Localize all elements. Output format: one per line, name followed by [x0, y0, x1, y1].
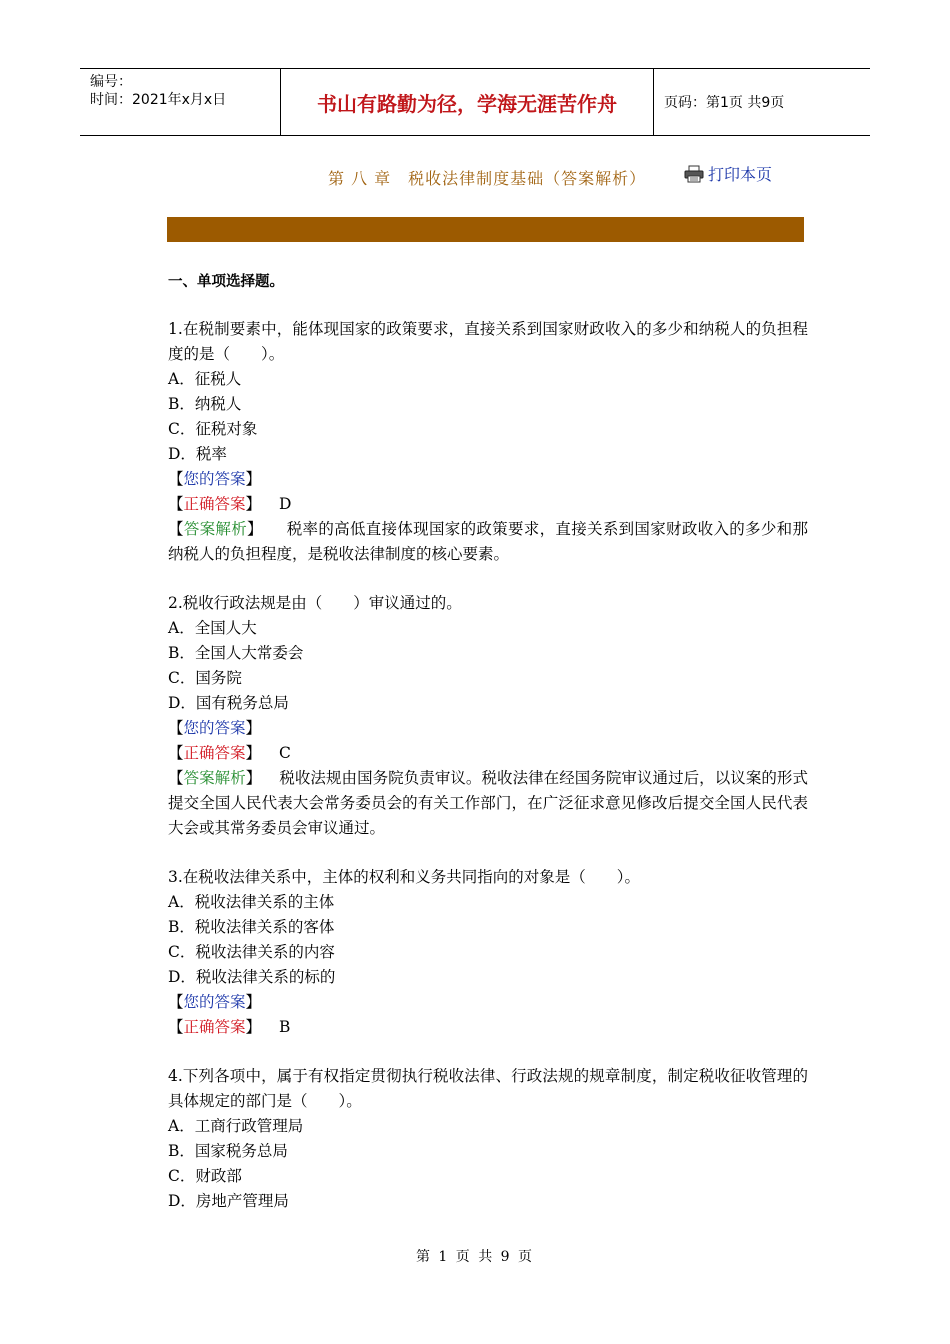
option-a: A．征税人 [168, 370, 242, 388]
option-b: B．纳税人 [168, 395, 242, 413]
explanation-label: 答案解析 [183, 520, 248, 538]
your-answer-label: 您的答案 [183, 993, 246, 1011]
option-b: B．税收法律关系的客体 [168, 918, 335, 936]
explanation-row: 【答案解析】 税收法规由国务院负责审议。税收法律在经国务院审议通过后，以议案的形式提交全国人民代表大会常务委员会的有关工作部门，在广泛征求意见修改后提交全国人民代表大会或其常务委员会审议通过。 [168, 769, 808, 837]
option-c: C．国务院 [168, 669, 242, 687]
correct-answer-value: D [279, 495, 292, 513]
option-b: B．全国人大常委会 [168, 644, 304, 662]
title-divider-bar [167, 217, 804, 242]
explanation-text: 税率的高低直接体现国家的政策要求，直接关系到国家财政收入的多少和那纳税人的负担程度，是税收法律制度的核心要素。 [168, 520, 808, 563]
time-label: 时间：2021年x月x日 [90, 92, 227, 108]
your-answer-row: 【您的答案】 [168, 719, 262, 737]
main-content [168, 270, 808, 1238]
option-b: B．国家税务总局 [168, 1142, 288, 1160]
question-4 [168, 1064, 808, 1214]
correct-answer-row: 【正确答案】 C [168, 744, 291, 762]
explanation-label: 答案解析 [183, 769, 246, 787]
question-text: 3.在税收法律关系中，主体的权利和义务共同指向的对象是（ ）。 [168, 868, 641, 886]
your-answer-row: 【您的答案】 [168, 470, 262, 488]
correct-answer-label: 正确答案 [183, 1018, 246, 1036]
your-answer-row: 【您的答案】 [168, 993, 262, 1011]
explanation-row: 【答案解析】 税率的高低直接体现国家的政策要求，直接关系到国家财政收入的多少和那纳税人的负担程度，是税收法律制度的核心要素。 [168, 520, 808, 563]
printer-icon [684, 165, 704, 183]
your-answer-label: 您的答案 [183, 470, 246, 488]
print-label[interactable]: 打印本页 [708, 165, 773, 184]
correct-answer-row: 【正确答案】 D [168, 495, 292, 513]
print-page-link[interactable] [684, 162, 772, 185]
question-text: 2.税收行政法规是由（ ）审议通过的。 [168, 594, 462, 612]
option-d: D．税率 [168, 445, 227, 463]
explanation-text: 税收法规由国务院负责审议。税收法律在经国务院审议通过后，以议案的形式提交全国人民代表大会常务委员会的有关工作部门，在广泛征求意见修改后提交全国人民代表大会或其常务委员会审议通过。 [168, 769, 808, 837]
page-footer: 第 1 页 共 9 页 [415, 1249, 535, 1265]
question-1 [168, 317, 808, 567]
question-text: 4.下列各项中，属于有权指定贯彻执行税收法律、行政法规的规章制度，制定税收征收管理的具体规定的部门是（ ）。 [168, 1067, 808, 1110]
header-meta [80, 69, 281, 135]
your-answer-label: 您的答案 [183, 719, 246, 737]
option-d: D．房地产管理局 [168, 1192, 289, 1210]
header-motto: 书山有路勤为径，学海无涯苦作舟 [281, 69, 654, 135]
option-a: A．税收法律关系的主体 [168, 893, 335, 911]
option-c: C．征税对象 [168, 420, 258, 438]
option-d: D．税收法律关系的标的 [168, 968, 336, 986]
option-d: D．国有税务总局 [168, 694, 289, 712]
correct-answer-row: 【正确答案】 B [168, 1018, 291, 1036]
option-a: A．全国人大 [168, 619, 257, 637]
correct-answer-value: B [279, 1018, 291, 1036]
chapter-title: 第 八 章 税收法律制度基础（答案解析） [328, 169, 647, 188]
correct-answer-label: 正确答案 [183, 744, 246, 762]
option-c: C．财政部 [168, 1167, 242, 1185]
question-3 [168, 865, 808, 1040]
correct-answer-value: C [279, 744, 291, 762]
question-2 [168, 591, 808, 841]
section-title: 一、单项选择题。 [168, 274, 284, 290]
document-header [80, 68, 870, 136]
option-c: C．税收法律关系的内容 [168, 943, 335, 961]
number-label: 编号： [90, 74, 132, 90]
question-text: 1.在税制要素中，能体现国家的政策要求，直接关系到国家财政收入的多少和纳税人的负担程度的是（ ）。 [168, 320, 808, 363]
correct-answer-label: 正确答案 [183, 495, 246, 513]
option-a: A．工商行政管理局 [168, 1117, 304, 1135]
header-page-info: 页码：第1页 共9页 [664, 95, 785, 111]
